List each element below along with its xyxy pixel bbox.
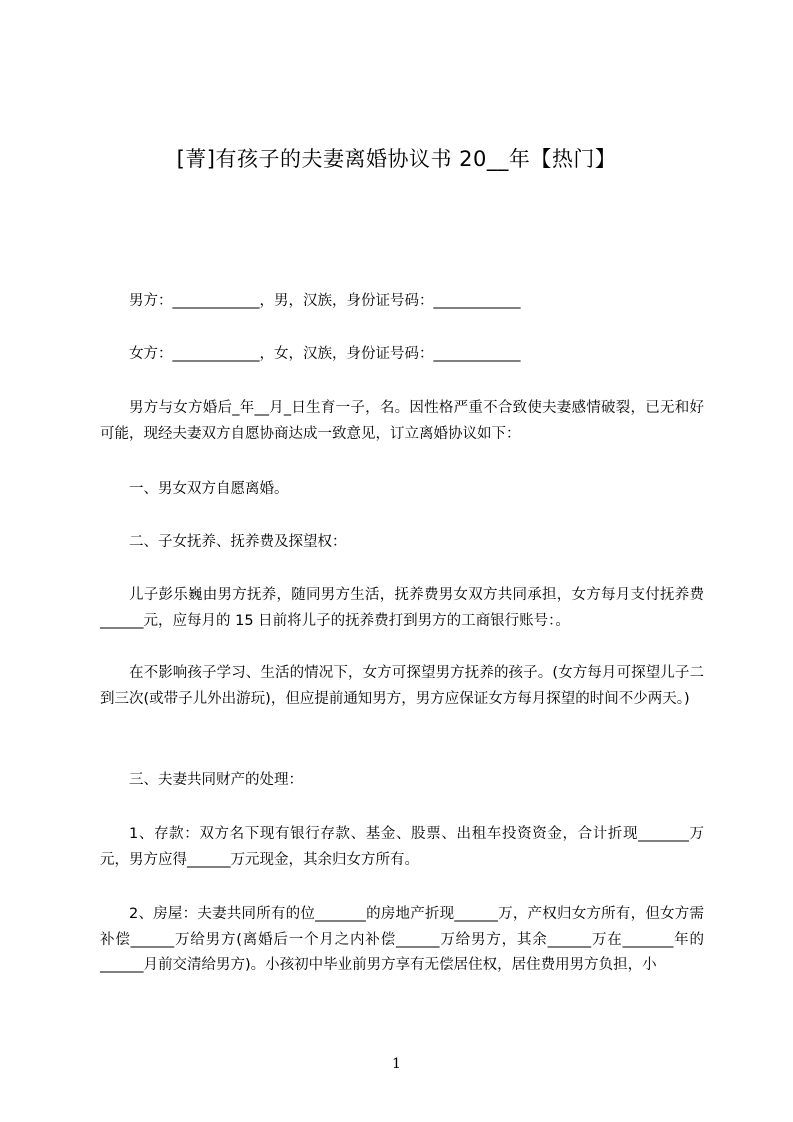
paragraph-visitation: 在不影响孩子学习、生活的情况下，女方可探望男方抚养的孩子。(女方每月可探望儿子二到三次(或带子儿外出游玩)，但应提前通知男方，男方应保证女方每月探望的时间不少两天。) <box>100 665 704 707</box>
paragraph-deposits: 1、存款：双方名下现有银行存款、基金、股票、出租车投资资金，合计折现_______万元，男方应得______万元现金，其余归女方所有。 <box>100 826 704 868</box>
paragraph-section-three: 三、夫妻共同财产的处理： <box>129 772 303 788</box>
paragraph-intro: 男方与女方婚后_年__月_日生育一子，名。因性格严重不合致使夫妻感情破裂，已无和好可能，现经夫妻双方自愿协商达成一致意见，订立离婚协议如下： <box>100 400 704 442</box>
document-title: [菁]有孩子的夫妻离婚协议书 20__年【热门】 <box>176 147 617 171</box>
paragraph-house: 2、房屋：夫妻共同所有的位_______的房地产折现______万，产权归女方所有，但女方需补偿______万给男方(离婚后一个月之内补偿______万给男方，其余______万在_______年的______月前交清给男方)。小孩初中毕业前男方享有无偿居住权，居住费用男方负担，小 <box>100 906 704 973</box>
page-number: 1 <box>392 1056 401 1072</box>
paragraph-child-support: 儿子彭乐巍由男方抚养，随同男方生活，抚养费男女双方共同承担，女方每月支付抚养费______元，应每月的 15 日前将儿子的抚养费打到男方的工商银行账号：。 <box>100 587 704 629</box>
paragraph-section-two: 二、子女抚养、抚养费及探望权： <box>129 534 347 550</box>
paragraph-section-one: 一、男女双方自愿离婚。 <box>129 481 289 497</box>
paragraph-husband-info: 男方：____________，男，汉族，身份证号码：____________ <box>129 293 521 309</box>
paragraph-wife-info: 女方：____________，女，汉族，身份证号码：____________ <box>129 346 521 362</box>
